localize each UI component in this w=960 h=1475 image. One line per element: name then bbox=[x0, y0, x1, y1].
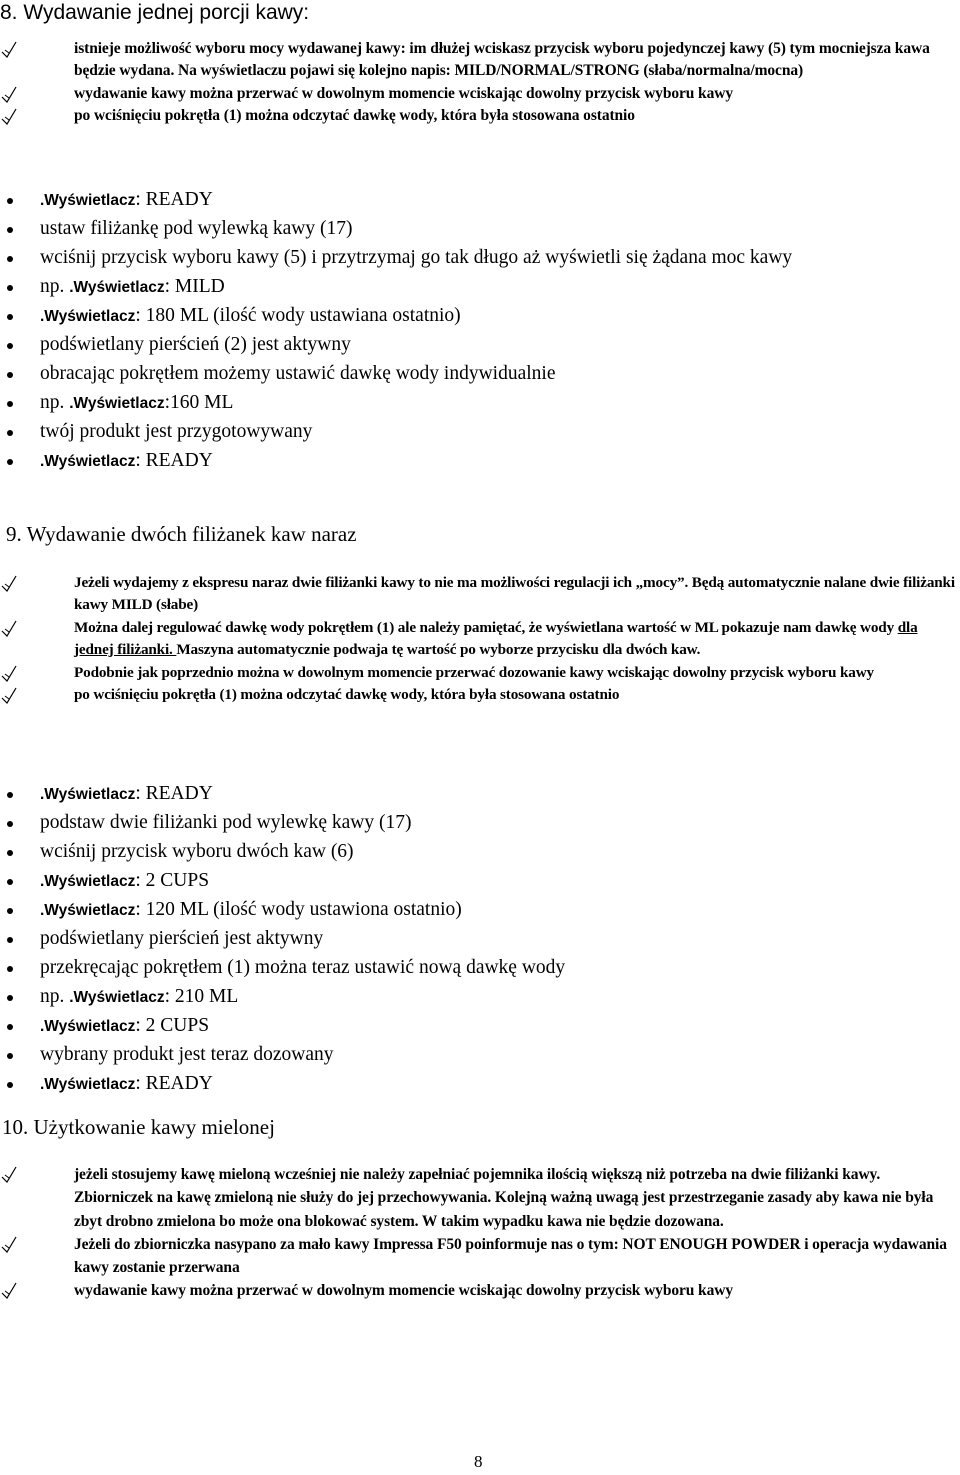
section-10-notes bbox=[0, 1163, 960, 1303]
note-item bbox=[0, 83, 960, 105]
note-item bbox=[0, 684, 960, 706]
bullet-dot-icon bbox=[7, 1082, 13, 1088]
step-prefix: podświetlany pierścień (2) jest aktywny bbox=[40, 334, 351, 355]
checkmark-icon bbox=[0, 665, 18, 683]
bullet-dot-icon bbox=[7, 430, 13, 436]
step-prefix: ustaw filiżankę pod wylewką kawy (17) bbox=[40, 218, 353, 239]
note-text: Można dalej regulować dawkę wody pokrętłem (1) ale należy pamiętać, że wyświetlana wartość w ML pokazuje nam dawkę wody bbox=[74, 618, 898, 636]
note-text: po wciśnięciu pokrętła (1) można odczytać dawkę wody, która była stosowana ostatnio bbox=[74, 107, 635, 125]
note-text: Jeżeli do zbiorniczka nasypano za mało kawy Impressa F50 poinformuje nas o tym: NOT ENOUGH POWDER i operacja wydawania kawy zostanie przerwana bbox=[74, 1235, 947, 1277]
step-text: : 210 ML bbox=[164, 986, 239, 1007]
checkmark-icon bbox=[0, 108, 18, 126]
step-text: : 2 CUPS bbox=[135, 870, 210, 891]
display-label: .Wyświetlacz bbox=[40, 308, 136, 325]
step-item bbox=[0, 244, 960, 273]
note-item bbox=[0, 105, 960, 127]
bullet-dot-icon bbox=[7, 850, 13, 856]
step-prefix: np. bbox=[40, 276, 70, 297]
note-text: po wciśnięciu pokrętła (1) można odczytać dawkę wody, która była stosowana ostatnio bbox=[74, 686, 620, 704]
step-prefix: twój produkt jest przygotowywany bbox=[40, 421, 313, 442]
checkmark-icon bbox=[0, 620, 18, 638]
step-prefix: wciśnij przycisk wyboru kawy (5) i przytrzymaj go tak długo aż wyświetli się żądana moc kawy bbox=[40, 247, 793, 268]
step-item bbox=[0, 867, 960, 896]
section-10-title: 10. Użytkowanie kawy mielonej bbox=[2, 1115, 275, 1139]
step-item bbox=[0, 896, 960, 925]
bullet-dot-icon bbox=[7, 995, 13, 1001]
step-text: :160 ML bbox=[164, 392, 234, 413]
step-prefix: wybrany produkt jest teraz dozowany bbox=[40, 1044, 334, 1065]
checkmark-icon bbox=[0, 687, 18, 705]
note-text: Jeżeli wydajemy z ekspresu naraz dwie filiżanki kawy to nie ma możliwości regulacji ich „mocy”. Będą automatycznie nalane dwie filiżanki kawy MILD (słabe) bbox=[74, 574, 955, 614]
step-item bbox=[0, 186, 960, 215]
step-item bbox=[0, 331, 960, 360]
step-text: : READY bbox=[135, 783, 213, 804]
display-label: .Wyświetlacz bbox=[40, 902, 136, 919]
checkmark-icon bbox=[0, 1282, 18, 1300]
bullet-dot-icon bbox=[7, 966, 13, 972]
note-text: wydawanie kawy można przerwać w dowolnym momencie wciskając dowolny przycisk wyboru kawy bbox=[74, 1282, 733, 1300]
display-label: .Wyświetlacz bbox=[40, 1076, 136, 1093]
step-text: : READY bbox=[135, 1073, 213, 1094]
step-prefix: podstaw dwie filiżanki pod wylewkę kawy (17) bbox=[40, 812, 412, 833]
bullet-dot-icon bbox=[7, 459, 13, 465]
bullet-dot-icon bbox=[7, 256, 13, 262]
step-item bbox=[0, 925, 960, 954]
bullet-dot-icon bbox=[7, 1024, 13, 1030]
note-item bbox=[0, 38, 960, 83]
section-8-notes bbox=[0, 38, 960, 128]
step-prefix: obracając pokrętłem możemy ustawić dawkę wody indywidualnie bbox=[40, 363, 556, 384]
step-prefix: podświetlany pierścień jest aktywny bbox=[40, 928, 324, 949]
section-9-title: 9. Wydawanie dwóch filiżanek kaw naraz bbox=[6, 522, 357, 546]
step-item bbox=[0, 809, 960, 838]
bullet-dot-icon bbox=[7, 227, 13, 233]
bullet-dot-icon bbox=[7, 198, 13, 204]
display-label: .Wyświetlacz bbox=[69, 395, 165, 412]
step-item bbox=[0, 954, 960, 983]
bullet-dot-icon bbox=[7, 343, 13, 349]
step-item bbox=[0, 389, 960, 418]
checkmark-icon bbox=[0, 41, 18, 59]
display-label: .Wyświetlacz bbox=[69, 279, 165, 296]
bullet-dot-icon bbox=[7, 908, 13, 914]
bullet-dot-icon bbox=[7, 314, 13, 320]
step-text: : READY bbox=[135, 189, 213, 210]
note-underlined-text: dla jednej filiżanki. bbox=[74, 618, 918, 659]
step-item bbox=[0, 302, 960, 331]
display-label: .Wyświetlacz bbox=[40, 192, 136, 209]
bullet-dot-icon bbox=[7, 821, 13, 827]
step-item bbox=[0, 215, 960, 244]
display-label: .Wyświetlacz bbox=[40, 453, 136, 470]
display-label: .Wyświetlacz bbox=[69, 989, 165, 1006]
section-8-title: 8. Wydawanie jednej porcji kawy: bbox=[0, 1, 310, 24]
bullet-dot-icon bbox=[7, 372, 13, 378]
step-prefix: przekręcając pokrętłem (1) można teraz ustawić nową dawkę wody bbox=[40, 957, 566, 978]
note-text: wydawanie kawy można przerwać w dowolnym momencie wciskając dowolny przycisk wyboru kawy bbox=[74, 84, 733, 102]
step-item bbox=[0, 983, 960, 1012]
note-item bbox=[0, 617, 960, 662]
step-item bbox=[0, 838, 960, 867]
checkmark-icon bbox=[0, 1236, 18, 1254]
step-item bbox=[0, 418, 960, 447]
note-item bbox=[0, 1163, 960, 1233]
note-text: istnieje możliwość wyboru mocy wydawanej kawy: im dłużej wciskasz przycisk wyboru pojedynczej kawy (5) tym mocniejsza kawa będzie wydana. Na wyświetlaczu pojawi się kolejno napis: MILD/NORMAL/STRONG (słaba/normalna/mocna) bbox=[74, 40, 930, 80]
display-label: .Wyświetlacz bbox=[40, 1018, 136, 1035]
section-9-notes bbox=[0, 572, 960, 706]
step-item bbox=[0, 1070, 960, 1099]
bullet-dot-icon bbox=[7, 792, 13, 798]
step-item bbox=[0, 1012, 960, 1041]
step-text: : 180 ML (ilość wody ustawiana ostatnio) bbox=[135, 305, 461, 326]
bullet-dot-icon bbox=[7, 401, 13, 407]
note-text: jeżeli stosujemy kawę mieloną wcześniej nie należy zapełniać pojemnika ilością większą niż potrzeba na dwie filiżanki kawy. Zbiorniczek na kawę zmieloną nie służy do jej przechowywania. Kolejną ważną uwagą jest przestrzeganie zasady aby kawa nie była zbyt drobno zmielona bo może ona blokować system. W takim wypadku kawa nie będzie dozowana. bbox=[74, 1166, 934, 1230]
note-item bbox=[0, 1279, 960, 1302]
step-prefix: wciśnij przycisk wyboru dwóch kaw (6) bbox=[40, 841, 354, 862]
bullet-dot-icon bbox=[7, 285, 13, 291]
checkmark-icon bbox=[0, 575, 18, 593]
step-text: : 2 CUPS bbox=[135, 1015, 210, 1036]
section-9-steps bbox=[0, 780, 960, 1099]
step-item bbox=[0, 780, 960, 809]
bullet-dot-icon bbox=[7, 1053, 13, 1059]
page-number: 8 bbox=[474, 1452, 483, 1471]
checkmark-icon bbox=[0, 86, 18, 104]
step-item bbox=[0, 447, 960, 476]
bullet-dot-icon bbox=[7, 879, 13, 885]
note-text-tail: Maszyna automatycznie podwaja tę wartość po wyborze przycisku dla dwóch kaw. bbox=[176, 641, 701, 659]
note-item bbox=[0, 1233, 960, 1280]
checkmark-icon bbox=[0, 1166, 18, 1184]
step-item bbox=[0, 1041, 960, 1070]
step-text: : READY bbox=[135, 450, 213, 471]
step-text: : MILD bbox=[164, 276, 225, 297]
note-item bbox=[0, 572, 960, 617]
section-8-steps bbox=[0, 186, 960, 476]
bullet-dot-icon bbox=[7, 937, 13, 943]
step-text: : 120 ML (ilość wody ustawiona ostatnio) bbox=[135, 899, 462, 920]
step-item bbox=[0, 273, 960, 302]
note-text: Podobnie jak poprzednio można w dowolnym momencie przerwać dozowanie kawy wciskając dowolny przycisk wyboru kawy bbox=[74, 663, 874, 681]
note-item bbox=[0, 662, 960, 684]
step-item bbox=[0, 360, 960, 389]
display-label: .Wyświetlacz bbox=[40, 873, 136, 890]
step-prefix: np. bbox=[40, 392, 70, 413]
step-prefix: np. bbox=[40, 986, 70, 1007]
display-label: .Wyświetlacz bbox=[40, 786, 136, 803]
